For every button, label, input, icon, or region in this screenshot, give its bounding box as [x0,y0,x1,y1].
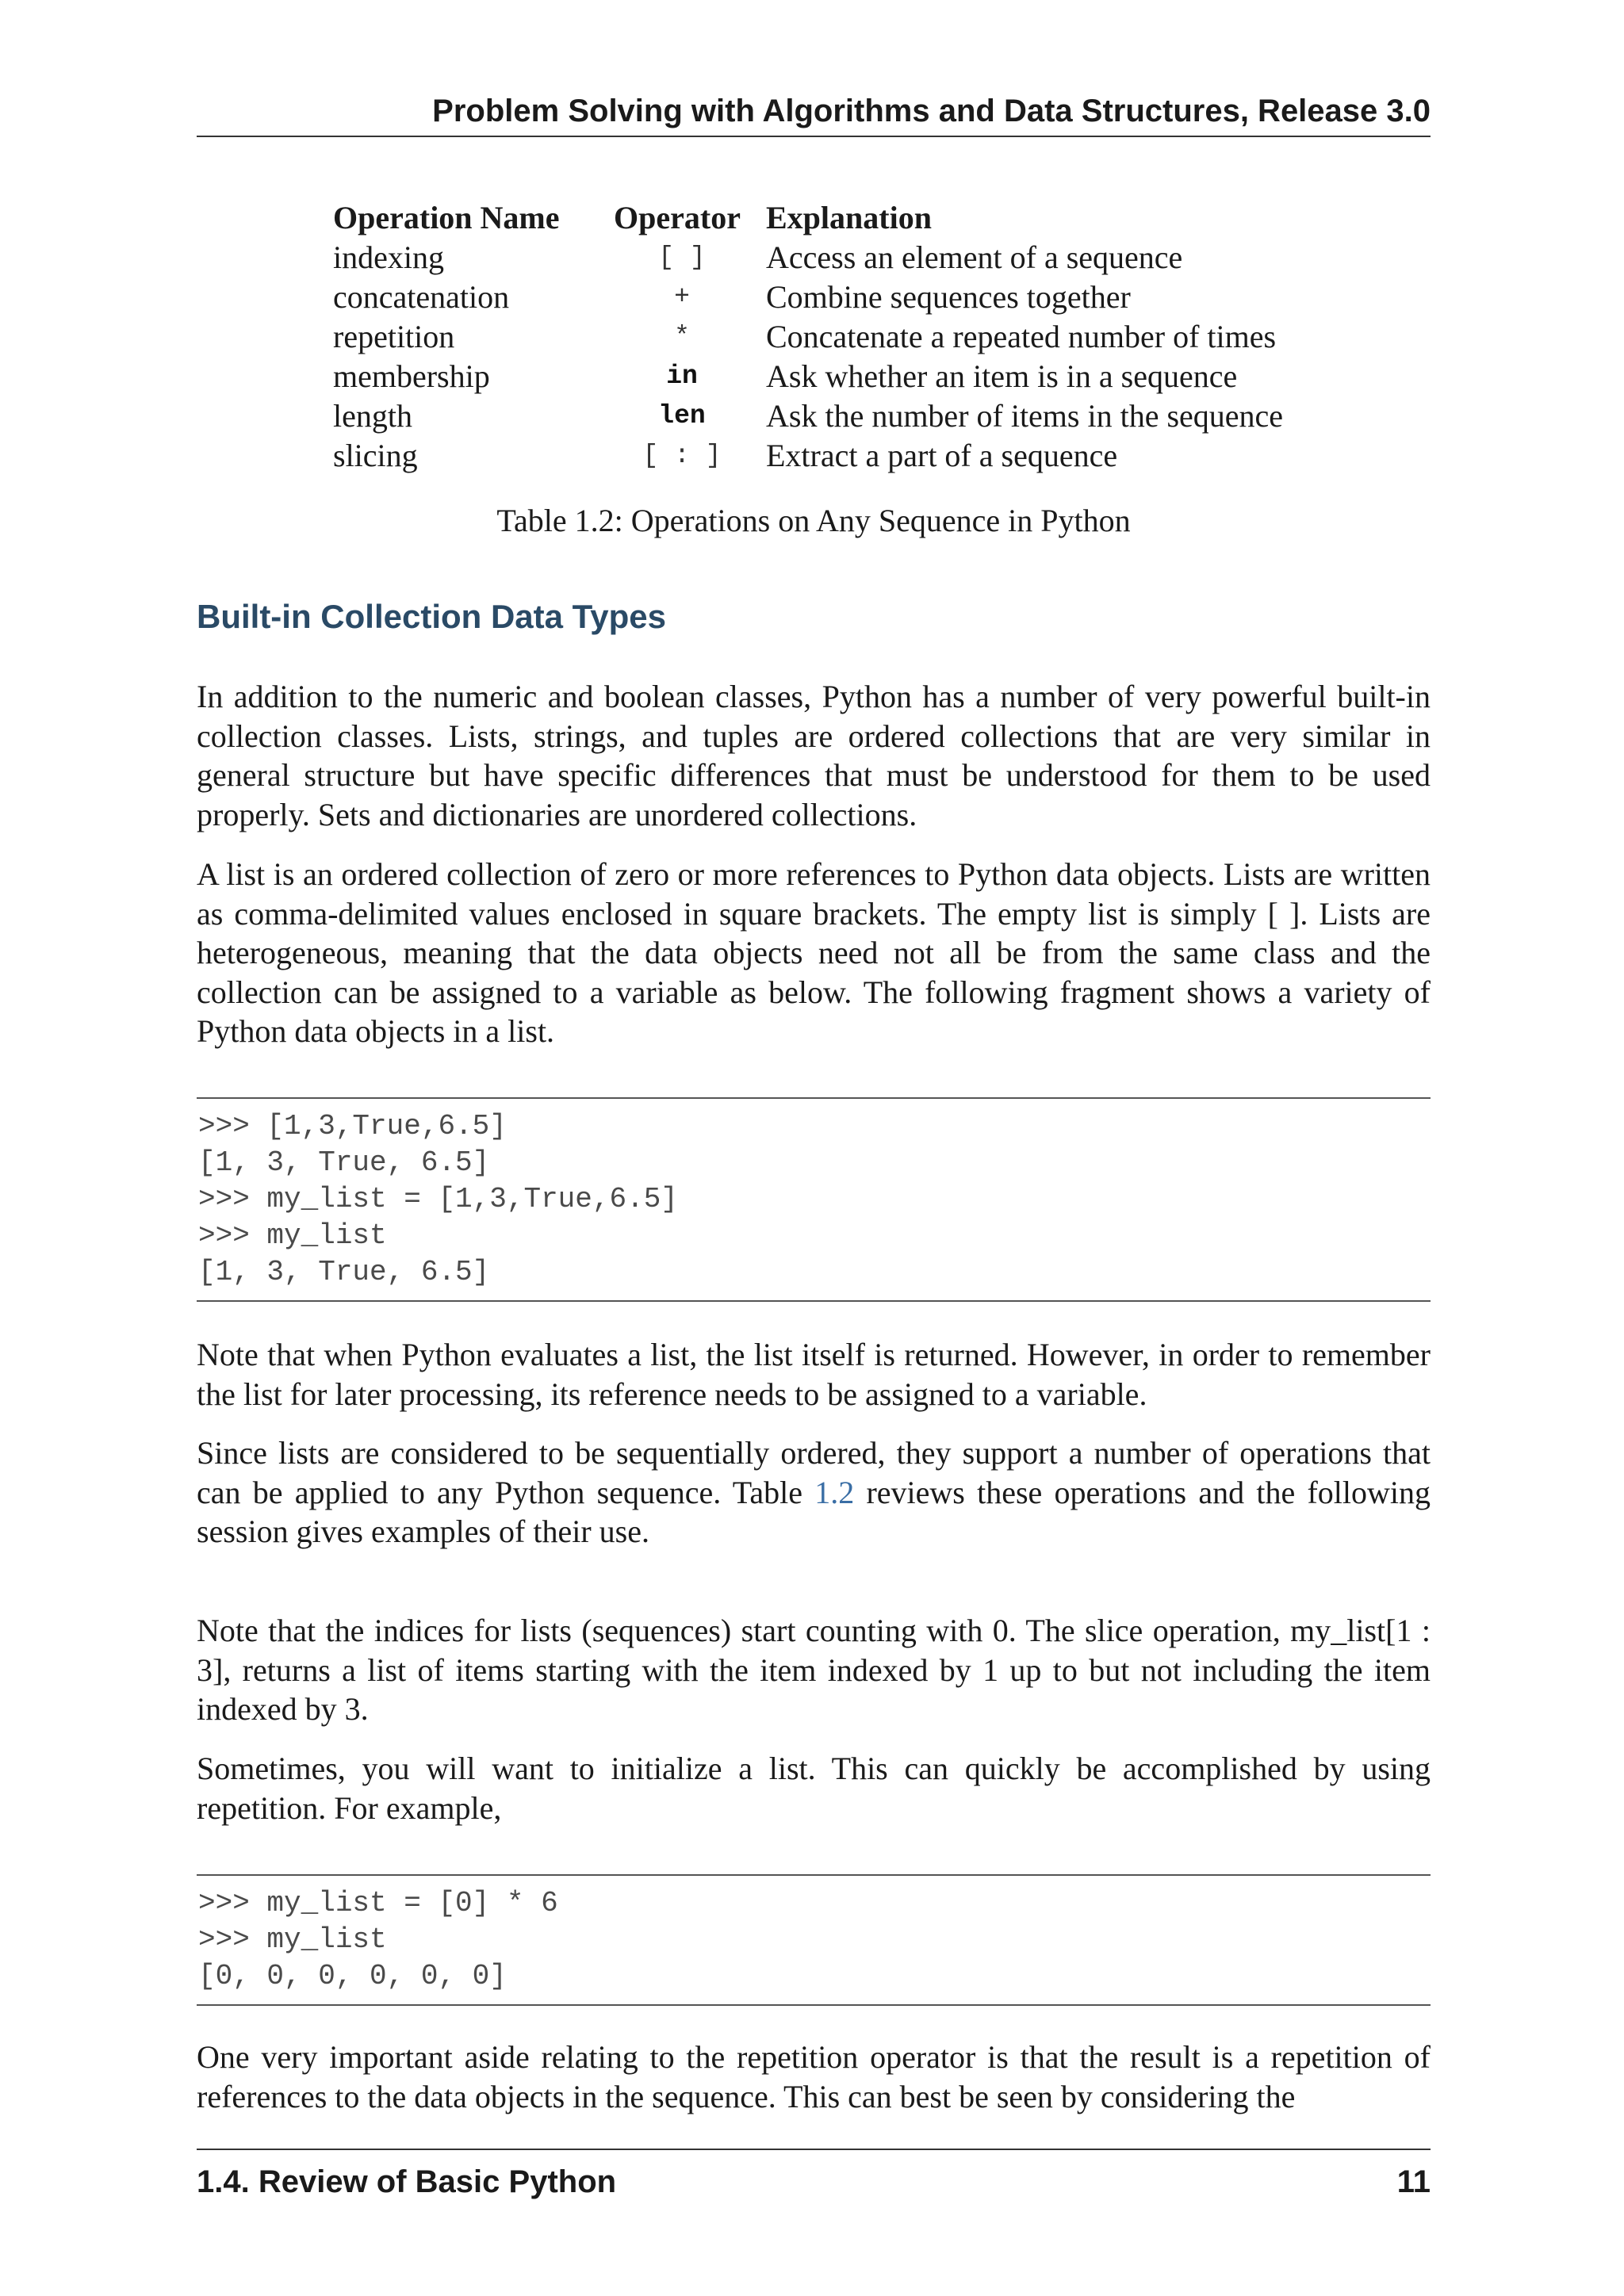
table-header-row [333,198,1283,238]
operator: * [674,322,690,351]
table-row [333,357,1283,396]
paragraph-text: reviews these operations and the following session gives examples of their use. [197,1474,1431,1550]
code-line: [0, 0, 0, 0, 0, 0] [198,1960,507,1992]
code-line: >>> my_list [198,1923,387,1956]
code-line: >>> [1,3,True,6.5] [198,1110,507,1142]
explanation: Extract a part of a sequence [766,438,1118,473]
paragraph: Note that the indices for lists (sequences) start counting with 0. The slice operation, my_list[1 : 3], returns a list of items starting with the item indexed by 1 up to but not including the item indexed by 3. [197,1613,1431,1728]
footer-section-title: 1.4. Review of Basic Python [197,2164,617,2199]
table-row [333,238,1283,277]
code-line: [1, 3, True, 6.5] [198,1256,490,1288]
operator: in [666,362,698,391]
paragraph-text: Since lists are considered to be sequentially ordered, they support a number of operations that can be applied to any Python sequence. Table [197,1435,1431,1510]
operator: + [674,282,690,312]
paragraph: A list is an ordered collection of zero or more references to Python data objects. Lists are written as comma-delimited values enclosed in square brackets. The empty list is simply [ ]. Lists are heterogeneous, meaning that the data objects need not all be from the same class and the collection can be assigned to a variable as below. The following fragment shows a variety of Python data objects in a list. [197,856,1431,1050]
table-row [333,436,1283,476]
paragraph: One very important aside relating to the repetition operator is that the result is a repetition of references to the data objects in the sequence. This can best be seen by considering the [197,2039,1431,2114]
paragraph: Sometimes, you will want to initialize a list. This can quickly be accomplished by using repetition. For example, [197,1751,1431,1826]
explanation: Access an element of a sequence [766,239,1183,275]
code-block [197,1097,1431,1302]
operation-name: membership [333,358,490,394]
explanation: Concatenate a repeated number of times [766,319,1277,354]
explanation: Ask the number of items in the sequence [766,398,1284,434]
table-row [333,277,1283,317]
operator: [ ] [658,243,706,272]
operator: [ : ] [642,441,722,470]
explanation: Ask whether an item is in a sequence [766,358,1238,394]
explanation: Combine sequences together [766,279,1131,315]
paragraph [197,1433,1431,1552]
paragraph: In addition to the numeric and boolean classes, Python has a number of very powerful built-in collection classes. Lists, strings, and tuples are ordered collections that are very similar in general structure but have specific differences that must be understood for them to be used properly. Sets and dictionaries are unordered collections. [197,679,1431,832]
code-line: >>> my_list = [1,3,True,6.5] [198,1183,678,1215]
table-row [333,396,1283,436]
section-heading: Built-in Collection Data Types [197,598,666,635]
code-line: [1, 3, True, 6.5] [198,1146,490,1179]
code-line: >>> my_list [198,1219,387,1252]
table-caption: Table 1.2: Operations on Any Sequence in Python [496,503,1131,538]
page-number: 11 [1396,2164,1431,2199]
column-header-operator: Operator [614,200,741,235]
operator: len [658,401,706,430]
column-header-explanation: Explanation [766,200,932,235]
operation-name: length [333,398,412,434]
code-block [197,1874,1431,2006]
operations-table [333,198,1283,476]
column-header-operation-name: Operation Name [333,200,560,235]
operation-name: concatenation [333,279,510,315]
table-row [333,317,1283,357]
header-rule [197,136,1431,137]
running-header: Problem Solving with Algorithms and Data Structures, Release 3.0 [432,94,1431,128]
paragraph: Note that when Python evaluates a list, the list itself is returned. However, in order to remember the list for later processing, its reference needs to be assigned to a variable. [197,1337,1431,1412]
table-reference-link[interactable]: 1.2 [814,1474,855,1510]
operation-name: repetition [333,319,455,354]
footer-rule [197,2149,1431,2150]
operation-name: indexing [333,239,444,275]
code-line: >>> my_list = [0] * 6 [198,1887,558,1919]
operation-name: slicing [333,438,418,473]
